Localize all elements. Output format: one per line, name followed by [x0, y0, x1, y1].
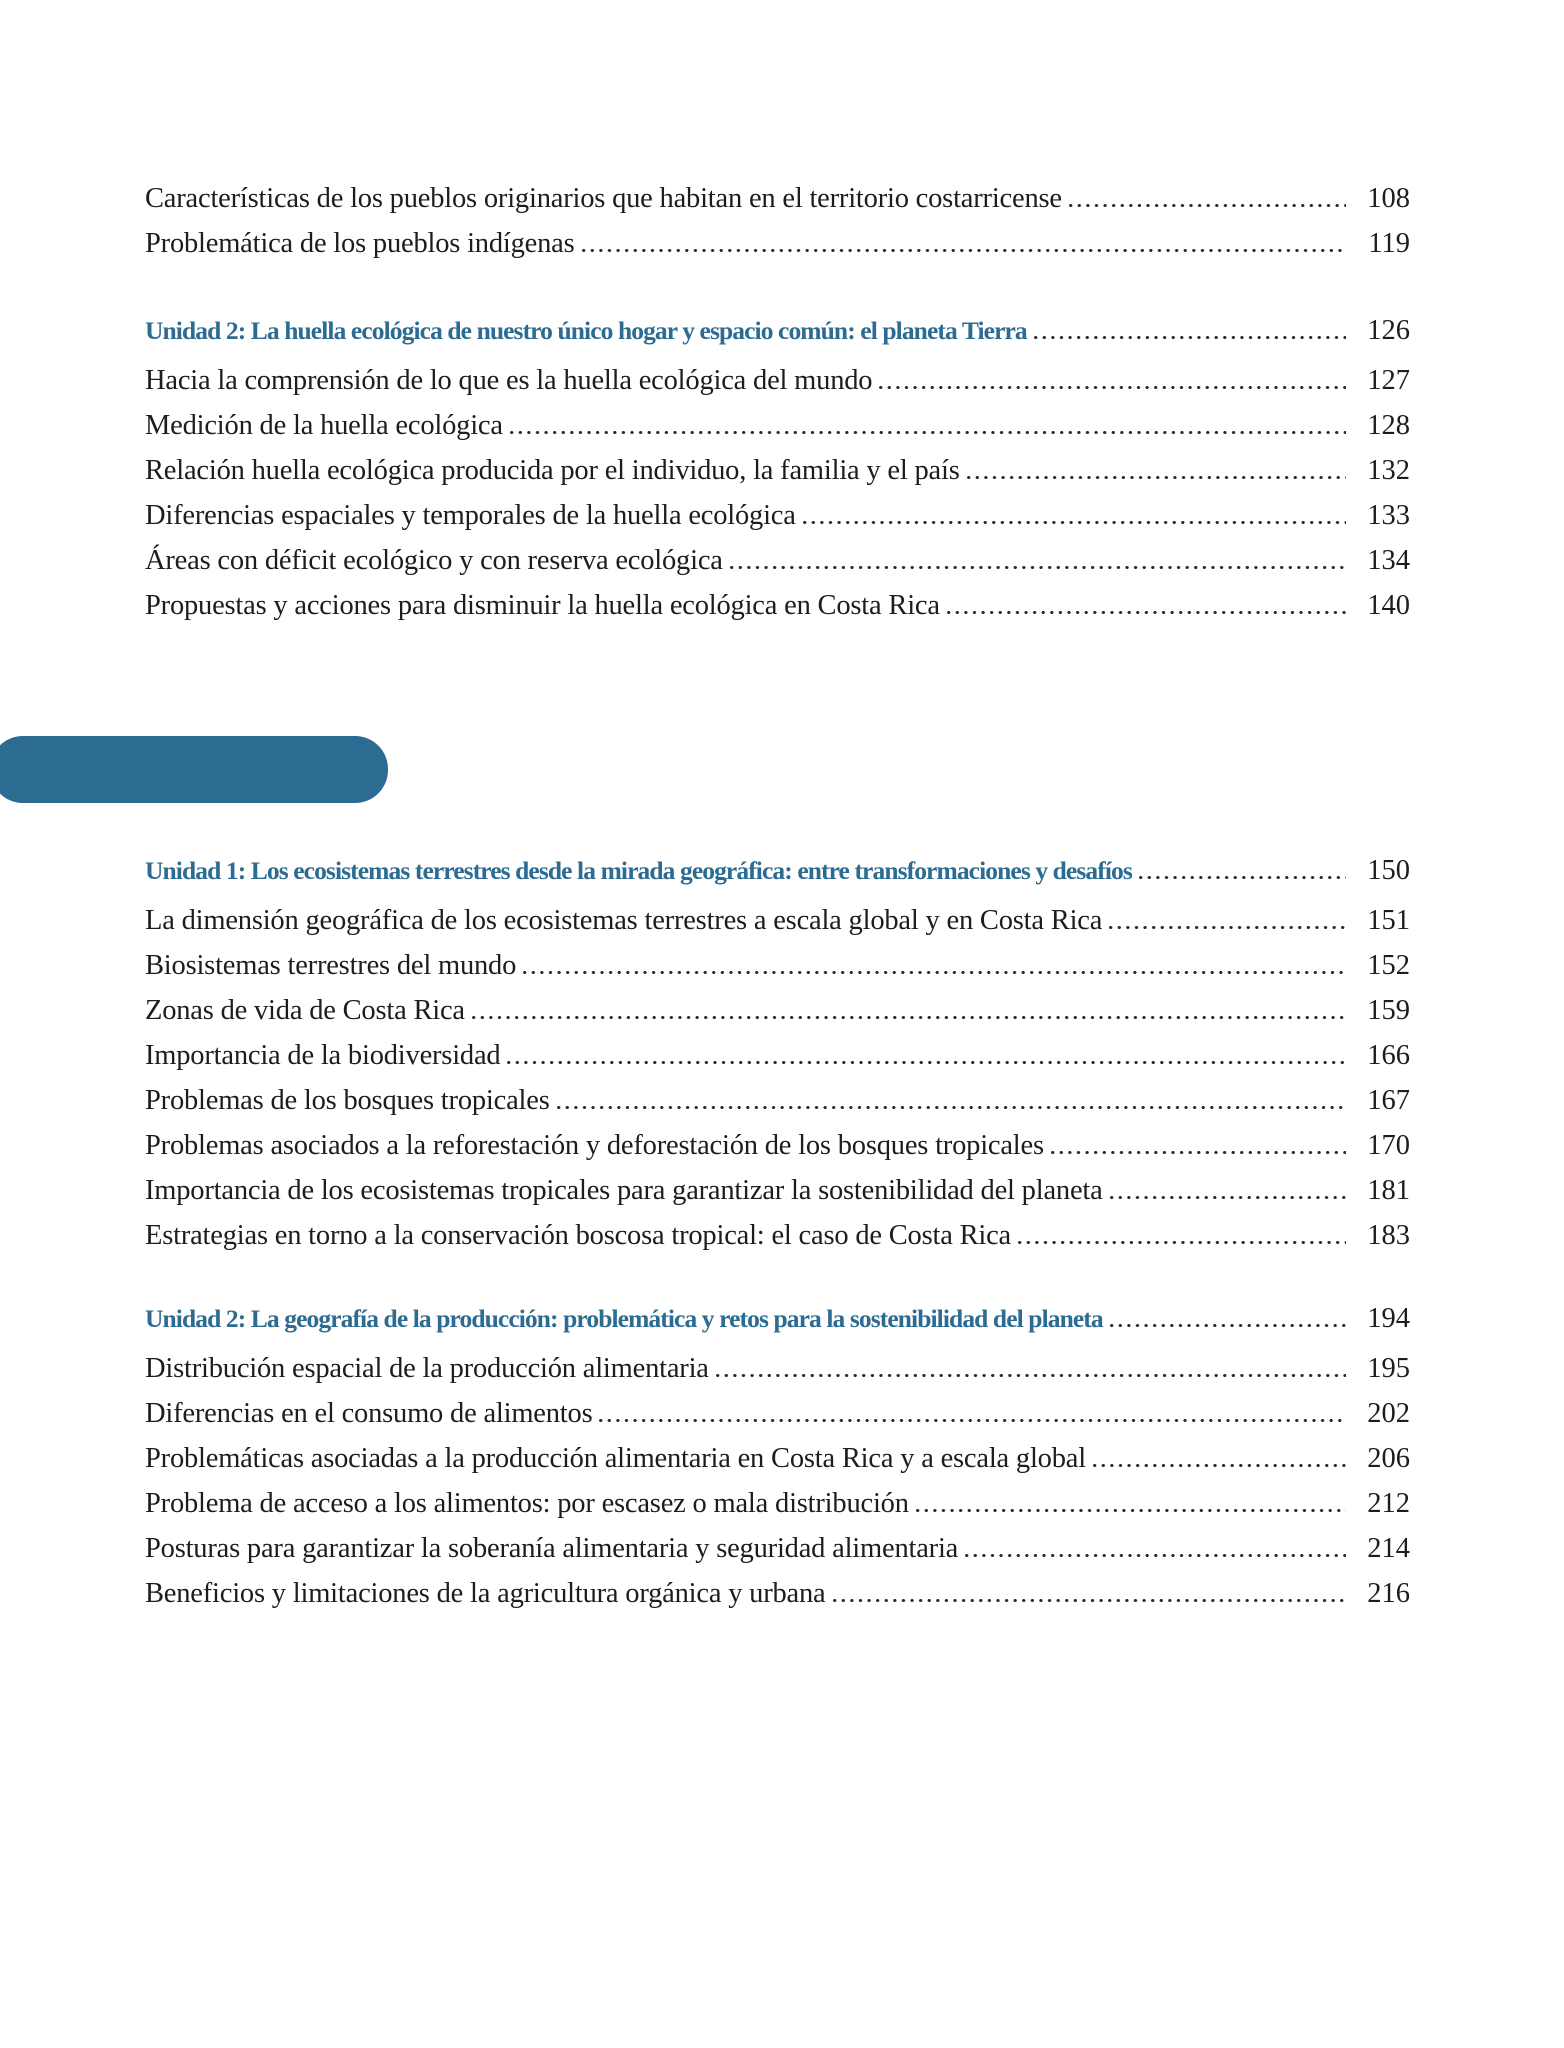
toc-entry: [145, 176, 1410, 221]
page-number: 152: [1367, 950, 1410, 981]
page-number: 119: [1368, 228, 1410, 259]
toc-entry-title: Problemática de los pueblos indígenas: [145, 228, 575, 259]
toc-entry-title: Áreas con déficit ecológico y con reserva ecológica: [145, 545, 723, 576]
toc-section-ecosistemas: [145, 848, 1410, 1258]
page-number: 166: [1367, 1040, 1410, 1071]
page-number: 170: [1367, 1130, 1410, 1161]
dot-leader: [916, 1509, 1346, 1512]
toc-entry: [145, 1078, 1410, 1123]
section-heading: [145, 308, 1410, 353]
toc-entry: [145, 1213, 1410, 1258]
section-heading: [145, 848, 1410, 893]
dot-leader: [947, 611, 1346, 614]
dot-leader: [1110, 1196, 1346, 1199]
section-heading-title: Unidad 2: La huella ecológica de nuestro único hogar y espacio común: el planeta Tierra: [145, 316, 1027, 345]
page-number: 181: [1367, 1175, 1410, 1206]
page-number: 212: [1367, 1488, 1410, 1519]
toc-entry: [145, 1436, 1410, 1481]
page-number: 159: [1367, 995, 1410, 1026]
dot-leader: [1110, 1324, 1346, 1327]
dot-leader: [510, 431, 1346, 434]
toc-entry-title: La dimensión geográfica de los ecosistemas terrestres a escala global y en Costa Rica: [145, 905, 1103, 936]
section-heading-title: Unidad 2: La geografía de la producción: problemática y retos para la sostenibilidad del planeta: [145, 1304, 1103, 1333]
dot-leader: [1139, 876, 1346, 879]
toc-entry-title: Relación huella ecológica producida por el individuo, la familia y el país: [145, 455, 960, 486]
dot-leader: [582, 249, 1346, 252]
toc-entry: [145, 943, 1410, 988]
page-number: 132: [1367, 455, 1410, 486]
dot-leader: [1069, 204, 1346, 207]
page-number: 183: [1367, 1220, 1410, 1251]
toc-entry: [145, 538, 1410, 583]
toc-entry: [145, 1346, 1410, 1391]
dot-leader: [472, 1016, 1346, 1019]
page-number: 126: [1367, 315, 1410, 346]
toc-entry: [145, 988, 1410, 1033]
dot-leader: [716, 1374, 1346, 1377]
toc-entry-title: Importancia de los ecosistemas tropicales para garantizar la sostenibilidad del planeta: [145, 1175, 1103, 1206]
toc-entry-title: Posturas para garantizar la soberanía alimentaria y seguridad alimentaria: [145, 1533, 959, 1564]
dot-leader: [507, 1061, 1346, 1064]
toc-entry: [145, 1033, 1410, 1078]
toc-entry: [145, 1168, 1410, 1213]
page-number: 167: [1367, 1085, 1410, 1116]
toc-entry: [145, 898, 1410, 943]
toc-entry-title: Importancia de la biodiversidad: [145, 1040, 501, 1071]
toc-entry-title: Zonas de vida de Costa Rica: [145, 995, 465, 1026]
toc-entry: [145, 1481, 1410, 1526]
page-number: 108: [1367, 183, 1410, 214]
toc-entry-title: Hacia la comprensión de lo que es la huella ecológica del mundo: [145, 365, 873, 396]
toc-section-huella-ecologica: [145, 308, 1410, 628]
toc-entry: [145, 448, 1410, 493]
toc-entry-title: Características de los pueblos originarios que habitan en el territorio costarricense: [145, 183, 1062, 214]
page-number: 134: [1367, 545, 1410, 576]
dot-leader: [1018, 1241, 1346, 1244]
toc-entry-title: Medición de la huella ecológica: [145, 410, 503, 441]
page-number: 206: [1367, 1443, 1410, 1474]
toc-entry-title: Estrategias en torno a la conservación boscosa tropical: el caso de Costa Rica: [145, 1220, 1012, 1251]
toc-entry: [145, 1571, 1410, 1616]
page-number: 150: [1367, 855, 1410, 886]
page-number: 151: [1367, 905, 1410, 936]
page-number: 140: [1367, 590, 1410, 621]
section-divider-pill: [0, 736, 388, 803]
toc-entry-title: Distribución espacial de la producción alimentaria: [145, 1353, 709, 1384]
dot-leader: [730, 566, 1346, 569]
page-number: 133: [1367, 500, 1410, 531]
section-heading-title: Unidad 1: Los ecosistemas terrestres desde la mirada geográfica: entre transformaciones y desafíos: [145, 856, 1132, 885]
toc-entry: [145, 403, 1410, 448]
dot-leader: [879, 386, 1346, 389]
toc-entry-title: Diferencias espaciales y temporales de la huella ecológica: [145, 500, 796, 531]
dot-leader: [803, 521, 1346, 524]
page-number: 202: [1367, 1398, 1410, 1429]
toc-entry: [145, 493, 1410, 538]
dot-leader: [833, 1599, 1346, 1602]
page-number: 214: [1367, 1533, 1410, 1564]
toc-entry-title: Problemáticas asociadas a la producción alimentaria en Costa Rica y a escala global: [145, 1443, 1086, 1474]
page-number: 195: [1367, 1353, 1410, 1384]
dot-leader: [599, 1419, 1346, 1422]
dot-leader: [965, 1554, 1346, 1557]
page-number: 216: [1367, 1578, 1410, 1609]
dot-leader: [523, 971, 1346, 974]
toc-entry-title: Problemas de los bosques tropicales: [145, 1085, 550, 1116]
toc-entry-title: Problemas asociados a la reforestación y deforestación de los bosques tropicales: [145, 1130, 1044, 1161]
toc-entry-title: Biosistemas terrestres del mundo: [145, 950, 517, 981]
toc-entry: [145, 1391, 1410, 1436]
toc-entry-title: Diferencias en el consumo de alimentos: [145, 1398, 593, 1429]
toc-entry-title: Problema de acceso a los alimentos: por escasez o mala distribución: [145, 1488, 909, 1519]
dot-leader: [1109, 926, 1346, 929]
page-number: 128: [1367, 410, 1410, 441]
dot-leader: [1034, 336, 1346, 339]
dot-leader: [1093, 1464, 1346, 1467]
toc-entry: [145, 1526, 1410, 1571]
page-number: 127: [1367, 365, 1410, 396]
toc-entry: [145, 358, 1410, 403]
section-heading: [145, 1296, 1410, 1341]
toc-entry: [145, 583, 1410, 628]
toc-section-pueblos: [145, 176, 1410, 266]
toc-entry: [145, 221, 1410, 266]
toc-entry-title: Beneficios y limitaciones de la agricultura orgánica y urbana: [145, 1578, 826, 1609]
toc-entry-title: Propuestas y acciones para disminuir la huella ecológica en Costa Rica: [145, 590, 940, 621]
toc-section-produccion: [145, 1296, 1410, 1616]
dot-leader: [557, 1106, 1346, 1109]
page-number: 194: [1367, 1303, 1410, 1334]
dot-leader: [1051, 1151, 1346, 1154]
toc-entry: [145, 1123, 1410, 1168]
dot-leader: [967, 476, 1346, 479]
